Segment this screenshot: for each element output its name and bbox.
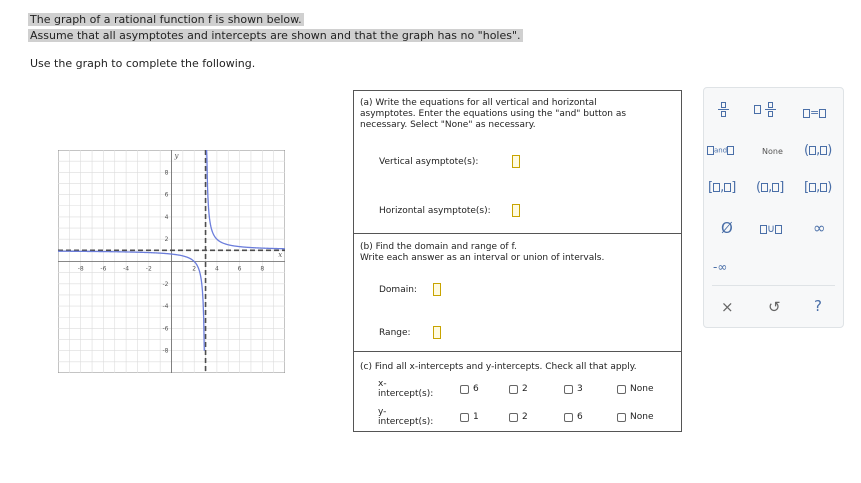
x-axis-label: x xyxy=(278,251,283,260)
union-icon xyxy=(760,225,767,234)
and-right-box xyxy=(727,146,734,155)
y-tick-label: -8 xyxy=(162,347,169,355)
x-option-none-label: None xyxy=(630,384,654,394)
part-a-prompt-line-2: asymptotes. Enter the equations using the "and" button as xyxy=(360,109,627,119)
x-option-1-checkbox[interactable] xyxy=(460,385,469,394)
x-option-1-label: 6 xyxy=(473,384,479,394)
rational-function-graph xyxy=(58,150,285,373)
y-intercept-label-line-2: intercept(s): xyxy=(378,417,434,427)
x-intercept-label-line-2: intercept(s): xyxy=(378,389,434,399)
part-b-prompt xyxy=(360,242,604,264)
y-option-3-checkbox[interactable] xyxy=(564,413,573,422)
horizontal-asymptote-label: Horizontal asymptote(s): xyxy=(379,206,491,216)
instructions xyxy=(28,12,523,70)
part-c-box xyxy=(353,351,682,432)
union-button[interactable] xyxy=(760,222,782,235)
math-palette xyxy=(703,87,844,328)
none-button[interactable]: None xyxy=(762,147,783,156)
part-a-prompt-line-3: necessary. Select "None" as necessary. xyxy=(360,120,536,130)
empty-set-button[interactable]: Ø xyxy=(721,219,733,237)
union-symbol: ∪ xyxy=(767,222,776,235)
part-b-prompt-line-1: (b) Find the domain and range of f. xyxy=(360,242,517,252)
range-input[interactable] xyxy=(433,326,441,339)
vertical-asymptote-label: Vertical asymptote(s): xyxy=(379,157,479,167)
y-intercept-label-line-1: y- xyxy=(378,407,387,417)
x-tick-label: 2 xyxy=(192,265,197,273)
x-tick-label: 6 xyxy=(237,265,242,273)
x-option-2-label: 2 xyxy=(522,384,528,394)
y-axis-label: y xyxy=(174,151,179,160)
y-option-none[interactable] xyxy=(617,412,653,422)
part-b-box xyxy=(353,233,682,352)
half-open-left-button[interactable]: ( , ] xyxy=(756,180,785,195)
part-a-prompt-line-1: (a) Write the equations for all vertical and horizontal xyxy=(360,98,597,108)
vertical-asymptote-input[interactable] xyxy=(512,155,520,168)
x-option-2[interactable] xyxy=(509,384,528,394)
y-tick-label: 4 xyxy=(164,213,169,221)
range-label: Range: xyxy=(379,328,411,338)
x-tick-label: -4 xyxy=(123,265,130,273)
fraction-icon xyxy=(718,102,729,117)
part-c-prompt: (c) Find all x-intercepts and y-intercepts. Check all that apply. xyxy=(360,362,637,372)
y-tick-label: 2 xyxy=(164,236,169,244)
negative-infinity-button[interactable]: -∞ xyxy=(713,260,728,274)
domain-label: Domain: xyxy=(379,285,417,295)
y-option-1-checkbox[interactable] xyxy=(460,413,469,422)
mixed-number-icon xyxy=(754,105,761,114)
x-option-3[interactable] xyxy=(564,384,583,394)
y-option-1[interactable] xyxy=(460,412,479,422)
x-option-3-checkbox[interactable] xyxy=(564,385,573,394)
x-intercept-label-line-1: x- xyxy=(378,379,387,389)
y-intercept-label xyxy=(378,407,433,427)
domain-input[interactable] xyxy=(433,283,441,296)
x-option-none-checkbox[interactable] xyxy=(617,385,626,394)
intro-line-2: Assume that all asymptotes and intercepts are shown and that the graph has no "holes". xyxy=(30,29,521,42)
mixed-number-button[interactable] xyxy=(754,102,776,117)
y-option-2-checkbox[interactable] xyxy=(509,413,518,422)
x-option-1[interactable] xyxy=(460,384,479,394)
y-tick-label: 6 xyxy=(164,191,169,199)
infinity-button[interactable]: ∞ xyxy=(813,219,826,237)
intro-line-3: Use the graph to complete the following. xyxy=(30,57,256,70)
equation-icon xyxy=(803,109,810,118)
y-option-3-label: 6 xyxy=(577,412,583,422)
palette-divider xyxy=(712,285,835,286)
intro-line-1: The graph of a rational function f is shown below. xyxy=(30,13,302,26)
x-option-none[interactable] xyxy=(617,384,653,394)
equation-button[interactable] xyxy=(803,106,826,119)
equals-sign: = xyxy=(810,106,820,119)
y-option-3[interactable] xyxy=(564,412,583,422)
y-option-none-label: None xyxy=(630,412,654,422)
and-button[interactable] xyxy=(707,146,734,155)
y-tick-label: 8 xyxy=(164,169,169,177)
x-tick-label: -8 xyxy=(77,265,84,273)
help-icon[interactable]: ? xyxy=(814,297,822,315)
y-tick-label: -2 xyxy=(162,280,169,288)
x-tick-label: -2 xyxy=(145,265,152,273)
horizontal-asymptote-input[interactable] xyxy=(512,204,520,217)
x-tick-label: 4 xyxy=(214,265,219,273)
half-open-right-button[interactable]: [ , ) xyxy=(804,180,833,195)
part-a-prompt xyxy=(360,98,626,131)
y-tick-label: -6 xyxy=(162,325,169,333)
open-interval-button[interactable]: ( , ) xyxy=(804,143,833,158)
part-a-box xyxy=(353,90,682,234)
and-label: and xyxy=(714,146,728,155)
y-option-2-label: 2 xyxy=(522,412,528,422)
undo-icon[interactable]: ↺ xyxy=(768,298,781,316)
x-tick-label: -6 xyxy=(100,265,107,273)
and-left-box xyxy=(707,146,714,155)
close-icon[interactable]: × xyxy=(721,298,734,316)
fraction-button[interactable] xyxy=(718,102,729,117)
graph-canvas xyxy=(58,150,285,373)
y-option-1-label: 1 xyxy=(473,412,479,422)
x-option-3-label: 3 xyxy=(577,384,583,394)
closed-interval-button[interactable]: [ , ] xyxy=(708,180,737,195)
y-option-2[interactable] xyxy=(509,412,528,422)
x-intercept-label xyxy=(378,379,433,399)
x-option-2-checkbox[interactable] xyxy=(509,385,518,394)
y-tick-label: -4 xyxy=(162,303,169,311)
x-tick-label: 8 xyxy=(260,265,265,273)
part-b-prompt-line-2: Write each answer as an interval or union of intervals. xyxy=(360,253,605,263)
y-option-none-checkbox[interactable] xyxy=(617,413,626,422)
